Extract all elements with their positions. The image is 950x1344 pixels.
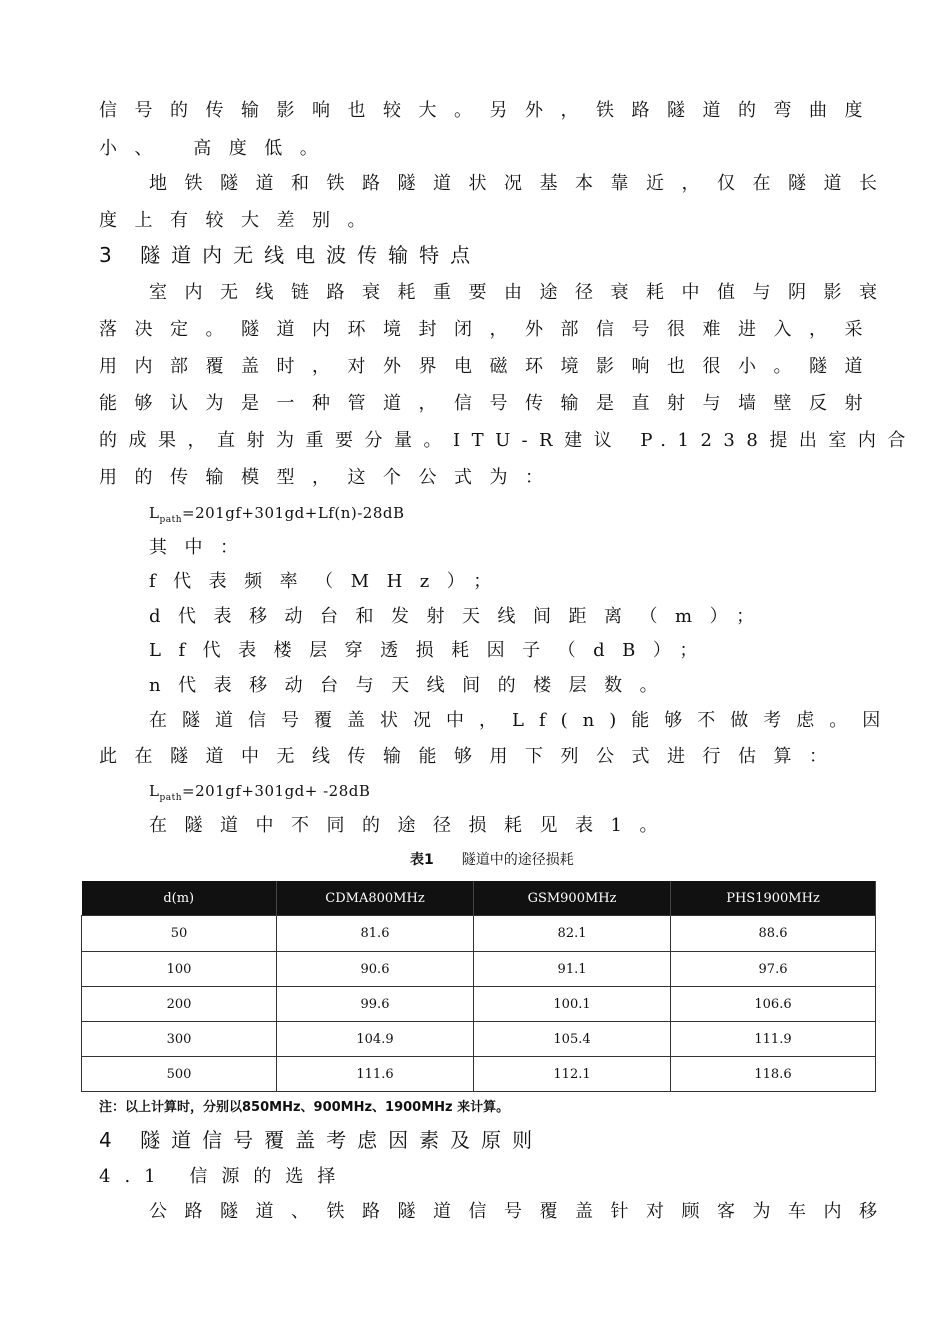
paragraph-line: 用内部覆盖时，对外界电磁环境影响也很小。隧道 [99,356,880,377]
table-cell: 300 [82,1022,277,1057]
table-cell: 111.6 [276,1057,473,1092]
table-cell: 112.1 [474,1057,671,1092]
paragraph-line: 落决定。隧道内环境封闭，外部信号很难进入，采 [99,319,880,340]
table-cell: 111.9 [671,1022,876,1057]
paragraph-line: 用的传输模型，这个公式为： [99,467,561,488]
table-cell: 100.1 [474,987,671,1022]
paragraph-line: 其中： [149,537,256,558]
table-cell: 91.1 [474,952,671,987]
paragraph-line: 公路隧道、铁路隧道信号覆盖针对顾客为车内移 [149,1201,895,1222]
formula-2: $L_{path}=201gf+301gd+ -28dB$ [149,782,371,803]
column-header: GSM900MHz [474,881,671,916]
table-cell: 88.6 [671,916,876,952]
table-row [82,916,876,952]
paragraph-line: 信号的传输影响也较大。另外，铁路隧道的弯曲度 [99,100,880,121]
table-cell: 104.9 [276,1022,473,1057]
paragraph-line: 室内无线链路衰耗重要由途径衰耗中值与阴影衰 [149,282,895,303]
paragraph-line: 此在隧道中无线传输能够用下列公式进行估算： [99,746,845,767]
table-cell: 81.6 [276,916,473,952]
path-loss-table [81,881,876,1092]
section-3-heading: 3 隧道内无线电波传输特点 [99,243,482,267]
definition-f: f代表频率（MHz）； [149,571,509,592]
column-header: PHS1900MHz [671,881,876,916]
table-cell: 90.6 [276,952,473,987]
table-cell: 50 [82,916,277,952]
paragraph-line: 在隧道中不同的途径损耗见表1。 [149,815,675,836]
definition-d: d代表移动台和发射天线间距离（m）； [149,606,772,627]
subsection-4-1-heading: 4.1 信源的选择 [99,1166,350,1187]
formula-1: $L_{path}=201gf+301gd+Lf(n)-28dB$ [149,504,405,525]
column-header: CDMA800MHz [276,881,473,916]
table-cell: 500 [82,1057,277,1092]
table-row [82,987,876,1022]
definition-lf: Lf代表楼层穿透损耗因子（dB）； [149,640,715,661]
table-caption: 表1 隧道中的途径损耗 [410,852,574,868]
table-cell: 200 [82,987,277,1022]
paragraph-line: 能够认为是一种管道，信号传输是直射与墙壁反射 [99,393,880,414]
table-cell: 82.1 [474,916,671,952]
table-cell: 99.6 [276,987,473,1022]
table-cell: 97.6 [671,952,876,987]
definition-n: n代表移动台与天线间的楼层数。 [149,675,676,696]
table-row [82,1057,876,1092]
column-header: d(m) [82,881,277,916]
table-header-row [82,881,876,916]
table-cell: 100 [82,952,277,987]
table-row [82,1022,876,1057]
section-4-heading: 4 隧道信号覆盖考虑因素及原则 [99,1128,544,1152]
paragraph-line: 在隧道信号覆盖状况中，Lf(n)能够不做考虑。因 [149,710,896,731]
paragraph-line: 地铁隧道和铁路隧道状况基本靠近，仅在隧道长 [149,173,895,194]
table-note: 注：以上计算时，分别以850MHz、900MHz、1900MHz 来计算。 [99,1100,510,1115]
paragraph-line: 的成果，直射为重要分量。ITU-R建议 P.1238提出室内合 [99,430,917,451]
table-cell: 106.6 [671,987,876,1022]
table-row [82,952,876,987]
paragraph-line: 小、 高度低。 [99,138,336,159]
table-cell: 118.6 [671,1057,876,1092]
table-cell: 105.4 [474,1022,671,1057]
paragraph-line: 度上有较大差别。 [99,210,383,231]
